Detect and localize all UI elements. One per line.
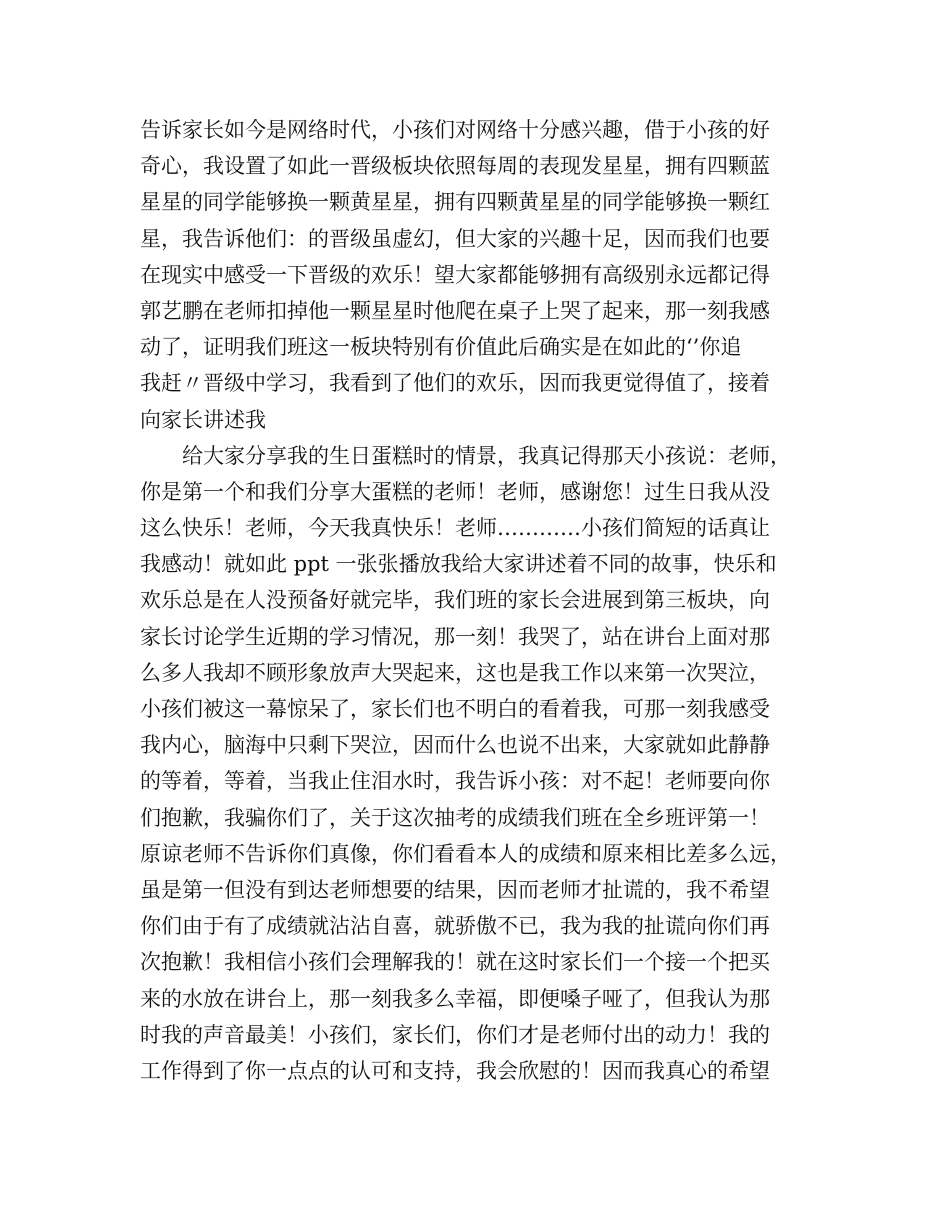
text-line: 你是第一个和我们分享大蛋糕的老师！老师，感谢您！过生日我从没 [140,479,770,504]
text-line: 原谅老师不告诉你们真像，你们看看本人的成绩和原来相比差多么远， [140,841,791,866]
text-line: 你们由于有了成绩就沾沾自喜，就骄傲不已，我为我的扯谎向你们再 [140,914,770,939]
text-line: 我赶〃晋级中学习，我看到了他们的欢乐，因而我更觉得值了，接着 [140,371,770,396]
text-line: 星星的同学能够换一颗黄星星，拥有四颗黄星星的同学能够换一颗红 [140,190,770,215]
text-line: 虽是第一但没有到达老师想要的结果，因而老师才扯谎的，我不希望 [140,877,770,902]
text-line: 家长讨论学生近期的学习情况，那一刻！我哭了，站在讲台上面对那 [140,624,770,649]
text-line: 奇心，我设置了如此一晋级板块依照每周的表现发星星，拥有四颗蓝 [140,154,770,179]
text-line: 我内心，脑海中只剩下哭泣，因而什么也说不出来，大家就如此静静 [140,733,770,758]
text-line: 次抱歉！我相信小孩们会理解我的！就在这时家长们一个接一个把买 [140,950,770,975]
text-line: 时我的声音最美！小孩们，家长们，你们才是老师付出的动力！我的 [140,1022,770,1047]
text-line: 郭艺鹏在老师扣掉他一颗星星时他爬在桌子上哭了起来，那一刻我感 [140,298,770,323]
text-line: 告诉家长如今是网络时代，小孩们对网络十分感兴趣，借于小孩的好 [140,118,770,142]
text-line: 我感动！就如此 ppt 一张张播放我给大家讲述着不同的故事，快乐和 [140,552,777,577]
text-line: 在现实中感受一下晋级的欢乐！望大家都能够拥有高级别永远都记得 [140,262,770,287]
text-line: 向家长讲述我 [140,407,266,432]
text-line: 的等着，等着，当我止住泪水时，我告诉小孩：对不起！老师要向你 [140,769,770,794]
text-line: 动了，证明我们班这一板块特别有价值此后确实是在如此的‘’你追 [140,335,742,360]
paragraph-start-line: 给大家分享我的生日蛋糕时的情景，我真记得那天小孩说：老师， [182,443,791,468]
text-line: 小孩们被这一幕惊呆了，家长们也不明白的看着我，可那一刻我感受 [140,697,770,721]
text-line: 工作得到了你一点点的认可和支持，我会欣慰的！因而我真心的希望 [140,1058,770,1083]
text-line: 星，我告诉他们：的晋级虽虚幻，但大家的兴趣十足，因而我们也要 [140,226,770,251]
text-line: 这么快乐！老师，今天我真快乐！老师…………小孩们简短的话真让 [140,516,770,541]
text-line: 们抱歉，我骗你们了，关于这次抽考的成绩我们班在全乡班评第一！ [140,805,770,830]
text-line: 么多人我却不顾形象放声大哭起来，这也是我工作以来第一次哭泣， [140,660,770,685]
text-line: 来的水放在讲台上，那一刻我多么幸福，即便嗓子哑了，但我认为那 [140,986,770,1011]
body-text [140,112,830,1089]
text-line: 欢乐总是在人没预备好就完毕，我们班的家长会进展到第三板块，向 [140,588,770,613]
